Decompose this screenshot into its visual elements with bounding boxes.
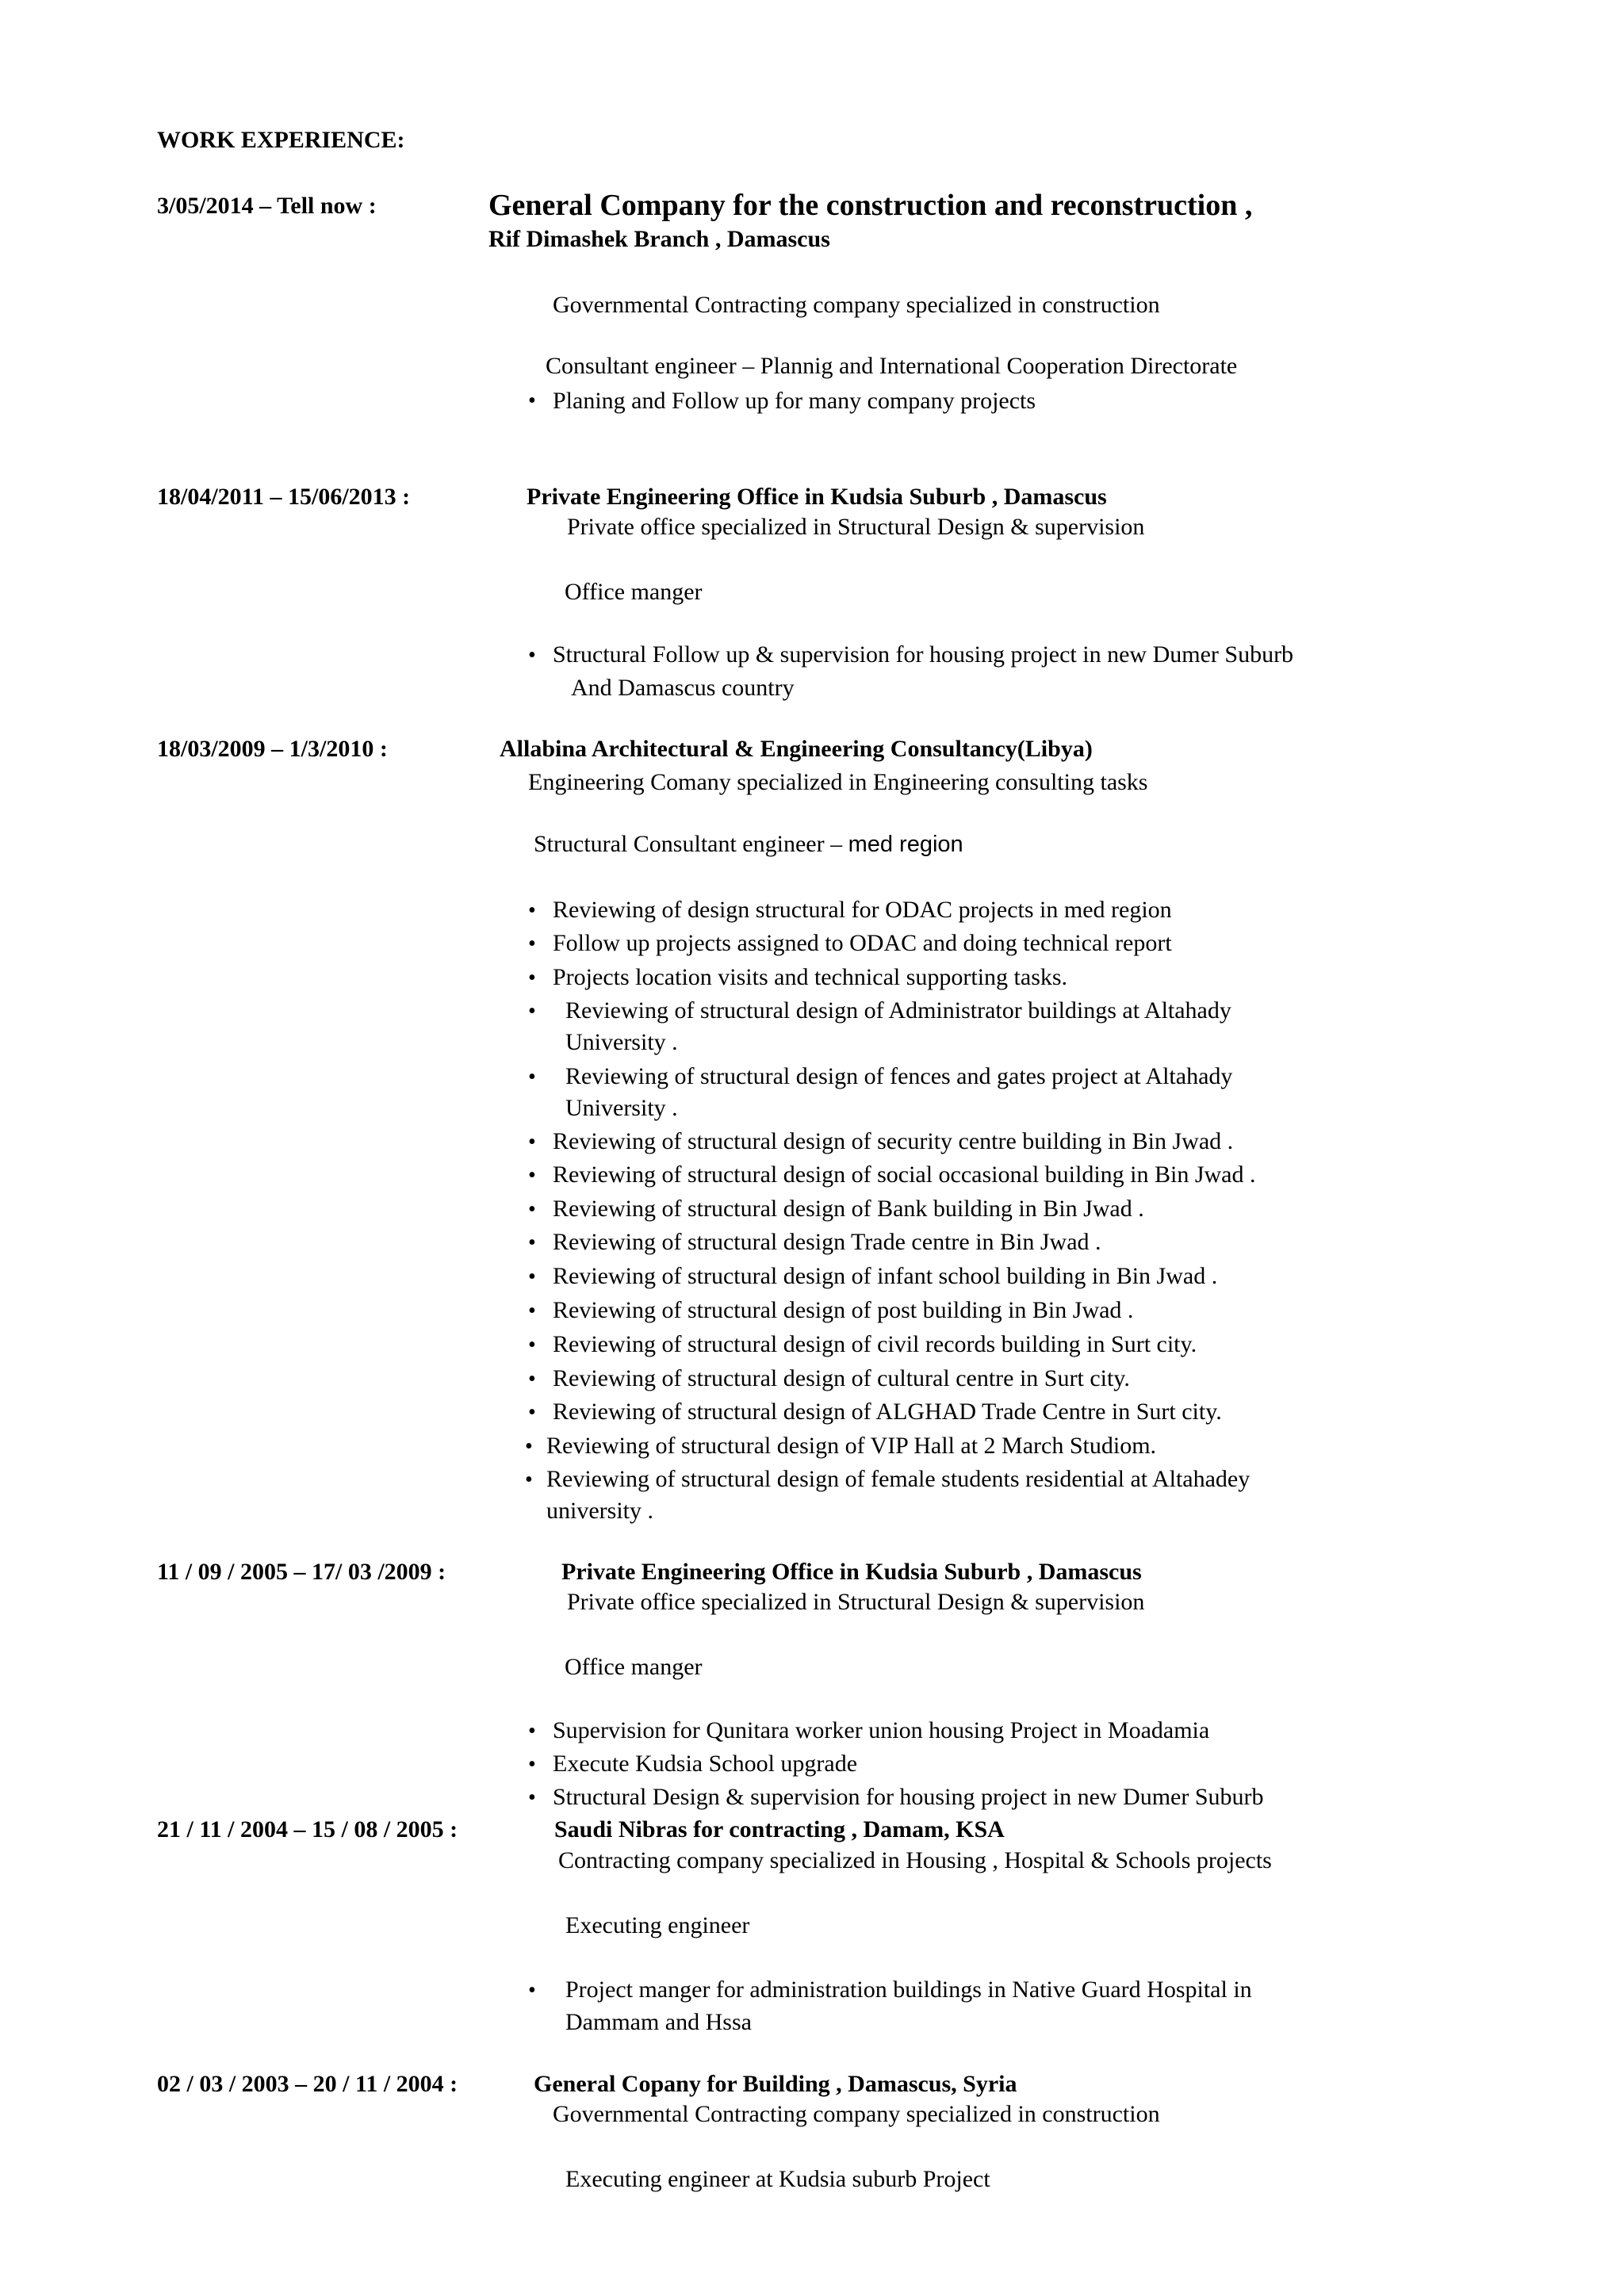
job-2-task-1: Structural Follow up & supervision for housing project in new Dumer Suburb — [553, 641, 1294, 668]
job-3-task-14: Reviewing of structural design of ALGHAD Trade Centre in Surt city. — [553, 1399, 1222, 1425]
bullet-icon: • — [528, 1367, 536, 1391]
job-3-task-8: Reviewing of structural design of Bank building in Bin Jwad . — [553, 1196, 1144, 1222]
job-3-role — [534, 832, 963, 856]
job-3-role-region: med region — [848, 832, 963, 857]
job-4-role: Office manger — [565, 1654, 703, 1680]
job-2-role: Office manger — [565, 579, 703, 605]
bullet-icon: • — [528, 898, 536, 923]
bullet-icon: • — [528, 1130, 536, 1154]
job-3-task-12: Reviewing of structural design of civil records building in Surt city. — [553, 1331, 1197, 1357]
bullet-icon: • — [528, 1400, 536, 1425]
job-6-role: Executing engineer at Kudsia suburb Project — [565, 2166, 990, 2192]
job-1-role: Consultant engineer – Plannig and International Cooperation Directorate — [546, 353, 1238, 379]
job-3-task-6: Reviewing of structural design of security centre building in Bin Jwad . — [553, 1128, 1234, 1154]
bullet-icon: • — [528, 1163, 536, 1188]
job-4-task-1: Supervision for Qunitara worker union housing Project in Moadamia — [553, 1717, 1210, 1743]
job-3-task-16-cont: university . — [546, 1498, 653, 1524]
job-3-task-1: Reviewing of design structural for ODAC projects in med region — [553, 897, 1172, 923]
job-2-dates: 18/04/2011 – 15/06/2013 : — [157, 484, 411, 510]
bullet-icon: • — [528, 1333, 536, 1357]
bullet-icon: • — [528, 932, 536, 956]
bullet-icon: • — [525, 1468, 533, 1492]
job-5-dates: 21 / 11 / 2004 – 15 / 08 / 2005 : — [157, 1816, 458, 1843]
job-3-task-5-cont: University . — [565, 1095, 678, 1121]
job-3-task-7: Reviewing of structural design of social occasional building in Bin Jwad . — [553, 1161, 1256, 1188]
job-3-dates: 18/03/2009 – 1/3/2010 : — [157, 736, 388, 762]
job-6-dates: 02 / 03 / 2003 – 20 / 11 / 2004 : — [157, 2071, 458, 2097]
job-3-role-title: Structural Consultant engineer – — [534, 831, 843, 857]
bullet-icon: • — [528, 1299, 536, 1323]
job-2-description: Private office specialized in Structural Design & supervision — [567, 514, 1145, 540]
job-5-employer: Saudi Nibras for contracting , Damam, KSA — [554, 1816, 1005, 1843]
job-1-task-1: Planing and Follow up for many company projects — [553, 388, 1036, 414]
job-3-task-3: Projects location visits and technical supporting tasks. — [553, 964, 1068, 990]
job-1-dates: 3/05/2014 – Tell now : — [157, 193, 377, 219]
job-4-employer: Private Engineering Office in Kudsia Suburb , Damascus — [561, 1559, 1142, 1585]
job-3-task-13: Reviewing of structural design of cultural centre in Surt city. — [553, 1365, 1130, 1391]
job-2-employer: Private Engineering Office in Kudsia Suburb , Damascus — [527, 484, 1107, 510]
job-4-dates: 11 / 09 / 2005 – 17/ 03 /2009 : — [157, 1559, 446, 1585]
bullet-icon: • — [528, 1719, 536, 1743]
job-5-role: Executing engineer — [565, 1912, 750, 1938]
job-6-description: Governmental Contracting company specialized in construction — [553, 2101, 1160, 2127]
job-2-task-1-cont: And Damascus country — [571, 675, 795, 701]
job-4-task-3: Structural Design & supervision for housing project in new Dumer Suburb — [553, 1784, 1264, 1810]
job-3-task-5: Reviewing of structural design of fences and gates project at Altahady — [565, 1063, 1233, 1089]
bullet-icon: • — [528, 1752, 536, 1777]
job-3-task-11: Reviewing of structural design of post building in Bin Jwad . — [553, 1297, 1134, 1323]
job-4-task-2: Execute Kudsia School upgrade — [553, 1751, 858, 1777]
job-5-task-1: Project manger for administration buildings in Native Guard Hospital in — [565, 1976, 1252, 2003]
job-1-description: Governmental Contracting company specialized in construction — [553, 292, 1160, 318]
job-3-task-15: Reviewing of structural design of VIP Hall at 2 March Studiom. — [546, 1433, 1157, 1459]
job-5-task-1-cont: Dammam and Hssa — [565, 2009, 752, 2035]
job-1-employer-line2: Rif Dimashek Branch , Damascus — [488, 226, 830, 252]
job-5-description: Contracting company specialized in Housing , Hospital & Schools projects — [558, 1847, 1272, 1873]
bullet-icon: • — [528, 643, 536, 668]
section-heading: WORK EXPERIENCE: — [157, 127, 405, 153]
bullet-icon: • — [528, 1065, 536, 1089]
job-3-description: Engineering Comany specialized in Engineering consulting tasks — [528, 769, 1148, 795]
bullet-icon: • — [528, 388, 536, 413]
bullet-icon: • — [528, 966, 536, 990]
job-4-description: Private office specialized in Structural Design & supervision — [567, 1589, 1145, 1615]
job-3-employer: Allabina Architectural & Engineering Consultancy(Libya) — [500, 736, 1093, 762]
bullet-icon: • — [528, 999, 536, 1024]
job-3-task-10: Reviewing of structural design of infant school building in Bin Jwad . — [553, 1263, 1218, 1289]
bullet-icon: • — [528, 1197, 536, 1222]
bullet-icon: • — [525, 1434, 533, 1459]
job-3-task-2: Follow up projects assigned to ODAC and doing technical report — [553, 930, 1172, 956]
job-6-employer: General Copany for Building , Damascus, Syria — [534, 2071, 1017, 2097]
job-3-task-4-cont: University . — [565, 1029, 678, 1055]
job-3-task-9: Reviewing of structural design Trade centre in Bin Jwad . — [553, 1229, 1101, 1255]
job-3-task-16: Reviewing of structural design of female students residential at Altahadey — [546, 1466, 1251, 1492]
bullet-icon: • — [528, 1265, 536, 1289]
bullet-icon: • — [528, 1785, 536, 1810]
job-3-task-4: Reviewing of structural design of Administrator buildings at Altahady — [565, 997, 1231, 1024]
bullet-icon: • — [528, 1978, 536, 2003]
job-1-employer: General Company for the construction and reconstruction , — [488, 189, 1253, 222]
bullet-icon: • — [528, 1230, 536, 1255]
